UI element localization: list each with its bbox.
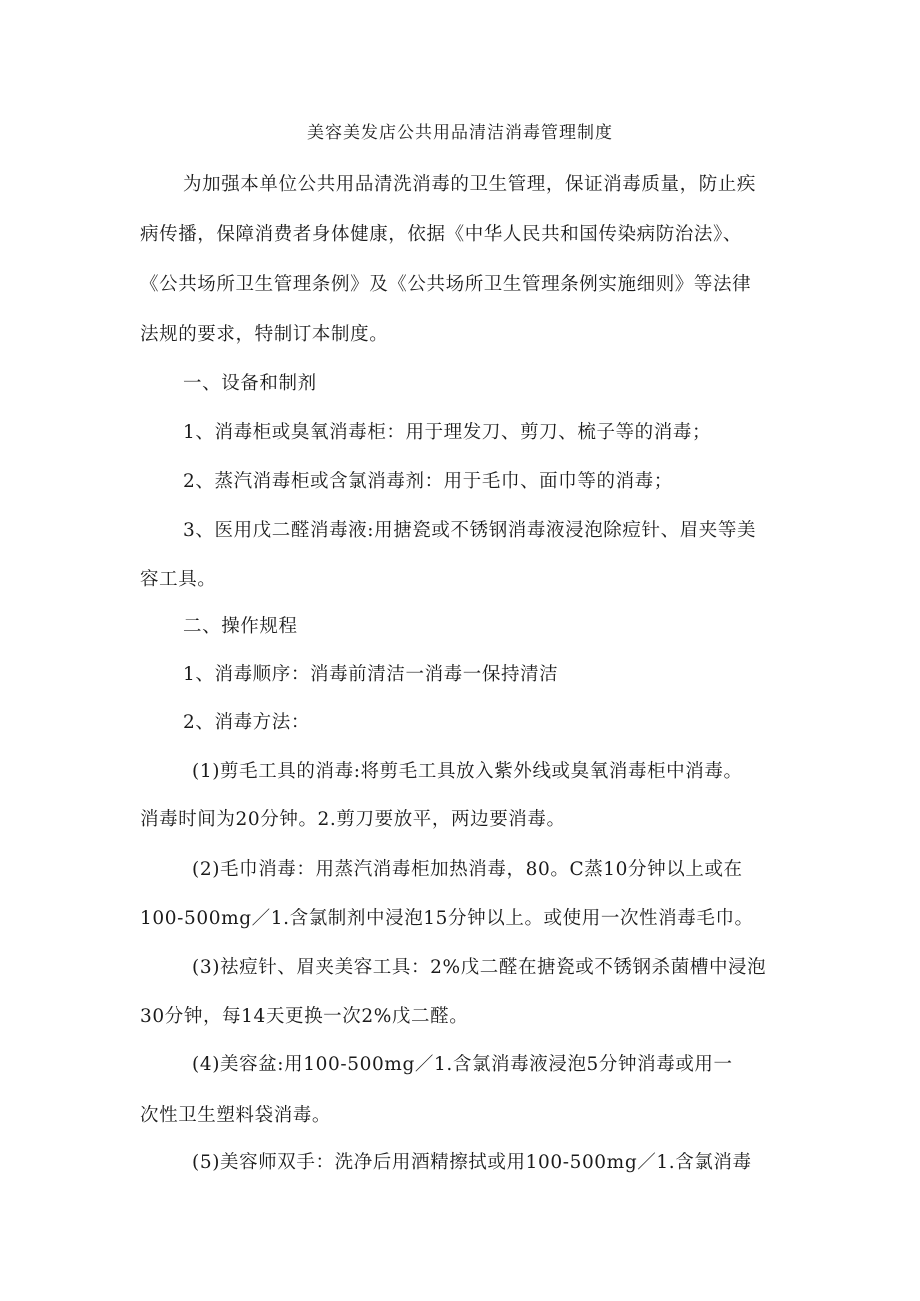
paragraph-line: 100-500mg／1.含氯制剂中浸泡15分钟以上。或使用一次性消毒毛巾。	[140, 908, 754, 929]
section-heading: 一、设备和制剂	[183, 373, 317, 394]
list-item: (1)剪毛工具的消毒:将剪毛工具放入紫外线或臭氧消毒柜中消毒。	[192, 761, 743, 782]
list-item: (4)美容盆:用100-500mg／1.含氯消毒液浸泡5分钟消毒或用一	[192, 1054, 733, 1075]
paragraph-line: 为加强本单位公共用品清洗消毒的卫生管理，保证消毒质量，防止疾	[183, 174, 757, 195]
paragraph-line: 《公共场所卫生管理条例》及《公共场所卫生管理条例实施细则》等法律	[140, 274, 752, 295]
paragraph-line: 30分钟，每14天更换一次2%戊二醛。	[140, 1006, 469, 1027]
paragraph-line: 法规的要求，特制订本制度。	[140, 324, 389, 345]
section-heading: 二、操作规程	[183, 616, 298, 637]
list-item: 2、消毒方法：	[183, 712, 310, 733]
list-item: 1、消毒顺序：消毒前清洁一消毒一保持清洁	[183, 664, 559, 685]
paragraph-line: 次性卫生塑料袋消毒。	[140, 1105, 332, 1126]
list-item: (3)祛痘针、眉夹美容工具：2%戊二醛在搪瓷或不锈钢杀菌槽中浸泡	[192, 957, 767, 978]
paragraph-line: 病传播，保障消费者身体健康，依据《中华人民共和国传染病防治法》、	[140, 224, 742, 245]
document-title: 美容美发店公共用品清洁消毒管理制度	[307, 123, 613, 143]
list-item: (2)毛巾消毒：用蒸汽消毒柜加热消毒，80。C蒸10分钟以上或在	[192, 859, 743, 880]
list-item: (5)美容师双手：洗净后用酒精擦拭或用100-500mg／1.含氯消毒	[192, 1152, 752, 1173]
list-item: 1、消毒柜或臭氧消毒柜：用于理发刀、剪刀、梳子等的消毒；	[183, 422, 712, 443]
paragraph-line: 容工具。	[140, 569, 217, 590]
list-item: 2、蒸汽消毒柜或含氯消毒剂：用于毛巾、面巾等的消毒；	[183, 471, 673, 492]
list-item: 3、医用戊二醛消毒液:用搪瓷或不锈钢消毒液浸泡除痘针、眉夹等美	[183, 520, 757, 541]
paragraph-line: 消毒时间为20分钟。2.剪刀要放平，两边要消毒。	[140, 809, 566, 830]
